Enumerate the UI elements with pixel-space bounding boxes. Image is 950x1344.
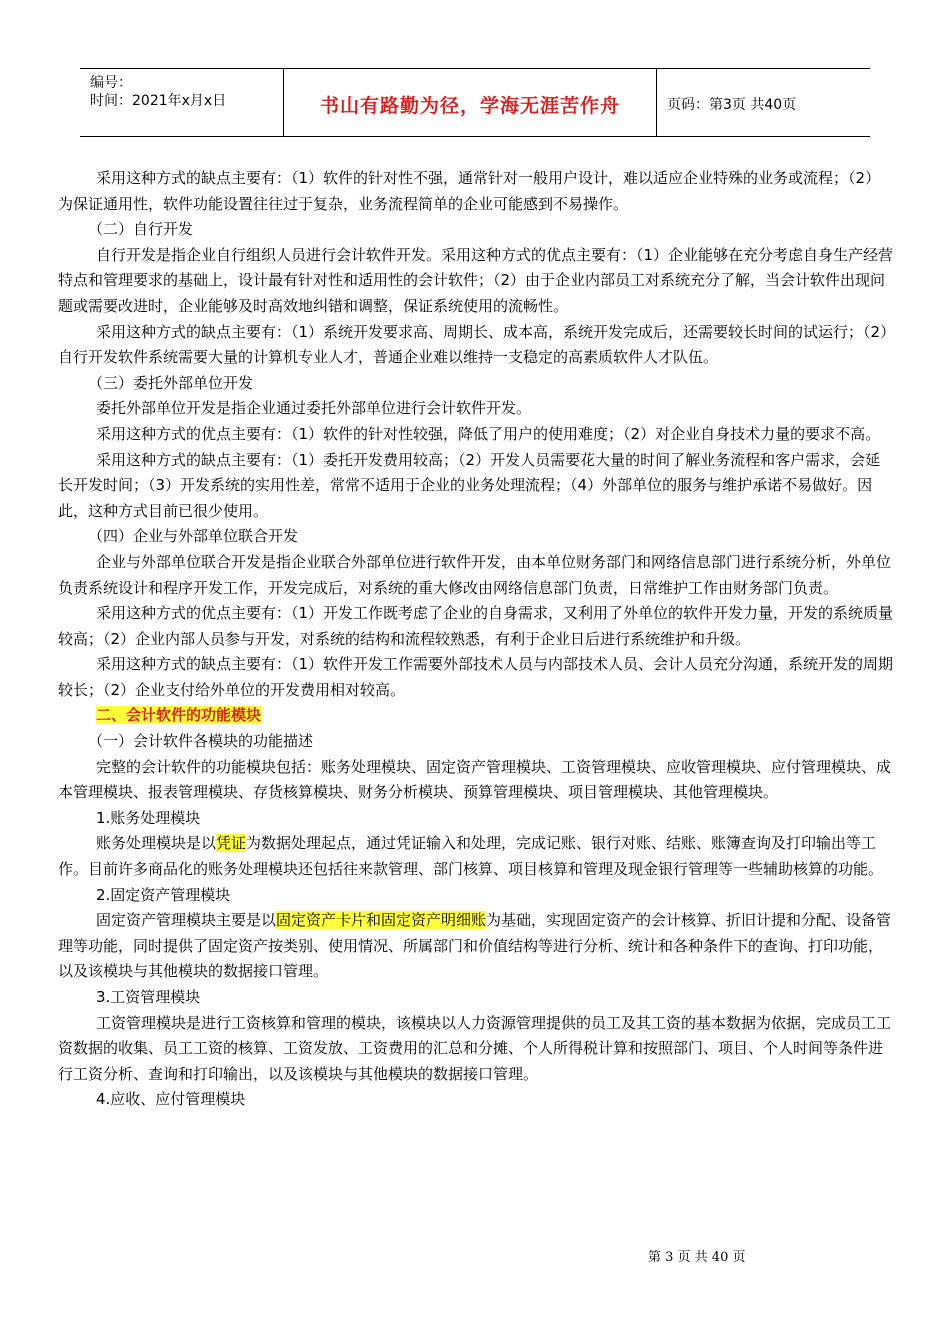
document-time: 时间：2021年x月x日: [90, 93, 227, 109]
section-heading: 二、会计软件的功能模块: [96, 706, 262, 725]
text-run: 为基础，实现固定资产的会计核算、折旧计提和分配、设备管理等功能，同时提供了固定资产按类别、使用情况、所属部门和价值结构等进行分析、统计和各种条件下的查询、打印功能，以及该模块与其他模块的数据接口管理。: [58, 911, 892, 981]
paragraph: 自行开发是指企业自行组织人员进行会计软件开发。采用这种方式的优点主要有：（1）企业能够在充分考虑自身生产经营特点和管理要求的基础上，设计最有针对性和适用性的会计软件；（2）由于企业内部员工对系统充分了解，当会计软件出现问题或需要改进时，企业能够及时高效地纠错和调整，保证系统使用的流畅性。: [58, 245, 894, 315]
paragraph: 委托外部单位开发是指企业通过委托外部单位进行会计软件开发。: [96, 399, 532, 418]
highlighted-term: 凭证: [216, 834, 247, 853]
document-number: 编号：: [90, 75, 132, 91]
paragraph: 企业与外部单位联合开发是指企业联合外部单位进行软件开发，由本单位财务部门和网络信息部门进行系统分析，外单位负责系统设计和程序开发工作，开发完成后，对系统的重大修改由网络信息部门负责，日常维护工作由财务部门负责。: [58, 552, 892, 597]
module-heading: 1.账务处理模块: [96, 808, 201, 827]
header-motto-cell: [284, 69, 657, 136]
highlighted-term: 固定资产卡片和固定资产明细账: [276, 911, 487, 930]
page-header: [80, 68, 870, 137]
motto: 书山有路勤为径，学海无涯苦作舟: [319, 95, 620, 117]
text-run: 账务处理模块是以: [96, 834, 217, 853]
paragraph: 采用这种方式的缺点主要有：（1）软件开发工作需要外部技术人员与内部技术人员、会计人员充分沟通，系统开发的周期较长；（2）企业支付给外单位的开发费用相对较高。: [58, 655, 894, 699]
page-info: 页码：第3页 共40页: [667, 97, 797, 113]
text-run: 固定资产管理模块主要是以: [96, 911, 277, 930]
paragraph: [58, 908, 894, 985]
module-heading: 3.工资管理模块: [96, 988, 201, 1006]
paragraph: [58, 831, 894, 882]
header-meta-cell: [80, 69, 284, 136]
paragraph: 采用这种方式的缺点主要有：（1）系统开发要求高、周期长、成本高，系统开发完成后，还需要较长时间的试运行；（2）自行开发软件系统需要大量的计算机专业人才，普通企业难以维持一支稳定的高素质软件人才队伍。: [58, 322, 888, 367]
subsection-heading: （四）企业与外部单位联合开发: [88, 527, 299, 546]
paragraph: 完整的会计软件的功能模块包括：账务处理模块、固定资产管理模块、工资管理模块、应收管理模块、应付管理模块、成本管理模块、报表管理模块、存货核算模块、财务分析模块、预算管理模块、项目管理模块、其他管理模块。: [58, 757, 892, 802]
text-run: 为数据处理起点，通过凭证输入和处理，完成记账、银行对账、结账、账簿查询及打印输出等工作。目前许多商品化的账务处理模块还包括往来款管理、部门核算、项目核算和管理及现金银行管理等一些辅助核算的功能。: [58, 834, 884, 879]
page-footer: 第 3 页 共 40 页: [648, 1250, 746, 1265]
paragraph: 工资管理模块是进行工资核算和管理的模块，该模块以人力资源管理提供的员工及其工资的基本数据为依据，完成员工工资数据的收集、员工工资的核算、工资发放、工资费用的汇总和分摊、个人所得税计算和按照部门、项目、个人时间等条件进行工资分析、查询和打印输出，以及该模块与其他模块的数据接口管理。: [58, 1013, 892, 1083]
header-page-cell: [657, 69, 870, 136]
subsection-heading: （三）委托外部单位开发: [88, 373, 254, 392]
subsection-heading: （一）会计软件各模块的功能描述: [88, 732, 314, 751]
module-heading: 4.应收、应付管理模块: [96, 1090, 246, 1109]
paragraph: 采用这种方式的缺点主要有：（1）委托开发费用较高；（2）开发人员需要花大量的时间了解业务流程和客户需求，会延长开发时间；（3）开发系统的实用性差，常常不适用于企业的业务处理流程；（4）外部单位的服务与维护承诺不易做好。因此，这种方式目前已很少使用。: [58, 450, 881, 520]
paragraph: 采用这种方式的优点主要有：（1）开发工作既考虑了企业的自身需求，又利用了外单位的软件开发力量，开发的系统质量较高；（2）企业内部人员参与开发，对系统的结构和流程较熟悉，有利于企业日后进行系统维护和升级。: [58, 604, 894, 648]
paragraph: 采用这种方式的缺点主要有：（1）软件的针对性不强，通常针对一般用户设计，难以适应企业特殊的业务或流程；（2）为保证通用性，软件功能设置往往过于复杂，业务流程简单的企业可能感到不易操作。: [58, 169, 881, 213]
subsection-heading: （二）自行开发: [88, 220, 194, 239]
section-heading-line: [58, 703, 894, 729]
module-heading: 2.固定资产管理模块: [96, 885, 231, 904]
document-body: [58, 166, 894, 1113]
paragraph: 采用这种方式的优点主要有：（1）软件的针对性较强，降低了用户的使用难度；（2）对企业自身技术力量的要求不高。: [96, 424, 881, 443]
